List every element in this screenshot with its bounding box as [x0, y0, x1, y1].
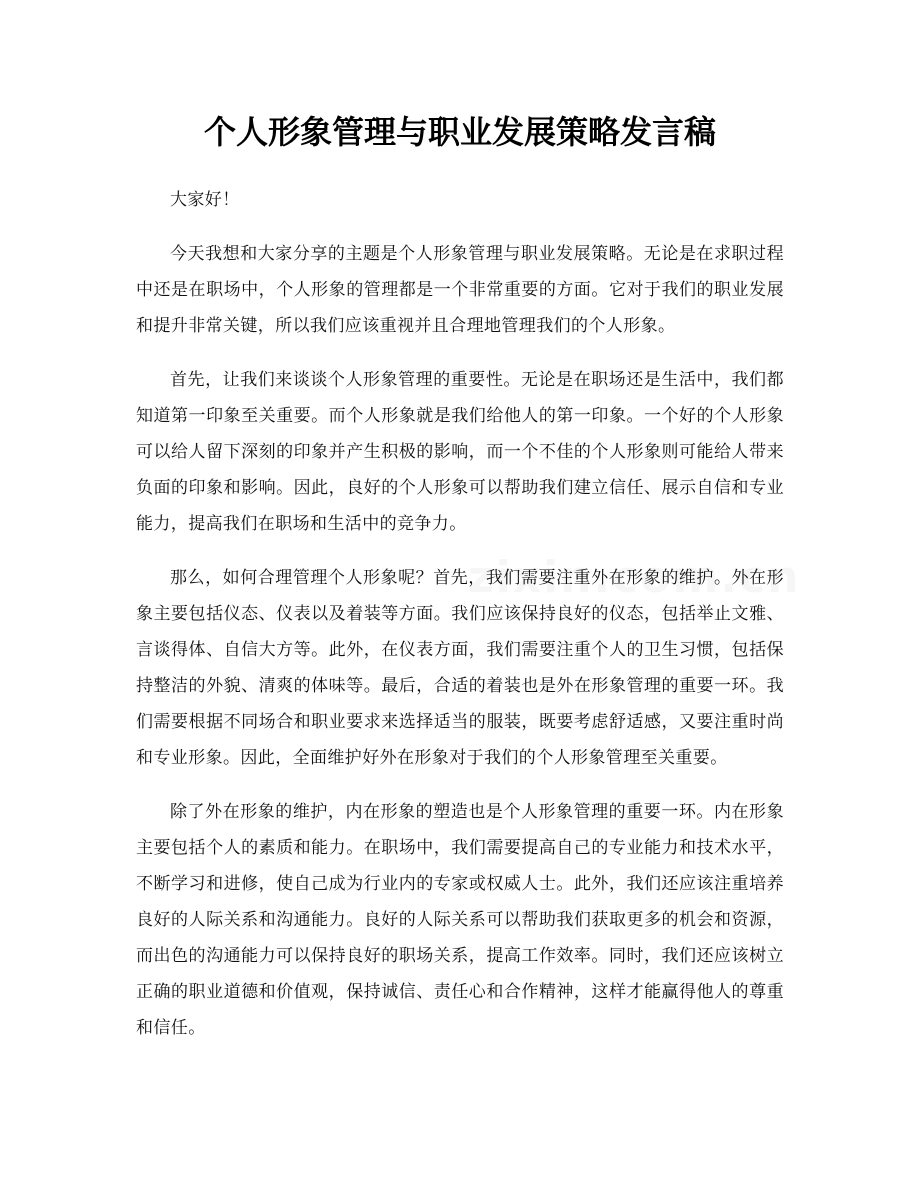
external-image-paragraph: 那么，如何合理管理个人形象呢？首先，我们需要注重外在形象的维护。外在形象主要包括仪态、仪表以及着装等方面。我们应该保持良好的仪态，包括举止文雅、言谈得体、自信大方等。此外，在仪表方面，我们需要注重个人的卫生习惯，包括保持整洁的外貌、清爽的体味等。最后，合适的着装也是外在形象管理的重要一环。我们需要根据不同场合和职业要求来选择适当的服装，既要考虑舒适感，又要注重时尚和专业形象。因此，全面维护好外在形象对于我们的个人形象管理至关重要。: [136, 568, 784, 768]
intro-paragraph: 今天我想和大家分享的主题是个人形象管理与职业发展策略。无论是在求职过程中还是在职场中，个人形象的管理都是一个非常重要的方面。它对于我们的职业发展和提升非常关键，所以我们应该重视并且合理地管理我们的个人形象。: [136, 244, 784, 336]
document-body: [136, 182, 784, 1064]
internal-image-paragraph: 除了外在形象的维护，内在形象的塑造也是个人形象管理的重要一环。内在形象主要包括个人的素质和能力。在职场中，我们需要提高自己的专业能力和技术水平，不断学习和进修，使自己成为行业内的专家或权威人士。此外，我们还应该注重培养良好的人际关系和沟通能力。良好的人际关系可以帮助我们获取更多的机会和资源，而出色的沟通能力可以保持良好的职场关系，提高工作效率。同时，我们还应该树立正确的职业道德和价值观，保持诚信、责任心和合作精神，这样才能赢得他人的尊重和信任。: [136, 802, 784, 1038]
document-title: 个人形象管理与职业发展策略发言稿: [203, 113, 716, 151]
importance-paragraph: 首先，让我们来谈谈个人形象管理的重要性。无论是在职场还是生活中，我们都知道第一印象至关重要。而个人形象就是我们给他人的第一印象。一个好的个人形象可以给人留下深刻的印象并产生积极的影响，而一个不佳的个人形象则可能给人带来负面的印象和影响。因此，良好的个人形象可以帮助我们建立信任、展示自信和专业能力，提高我们在职场和生活中的竞争力。: [136, 370, 784, 534]
greeting-paragraph: 大家好！: [170, 190, 240, 210]
